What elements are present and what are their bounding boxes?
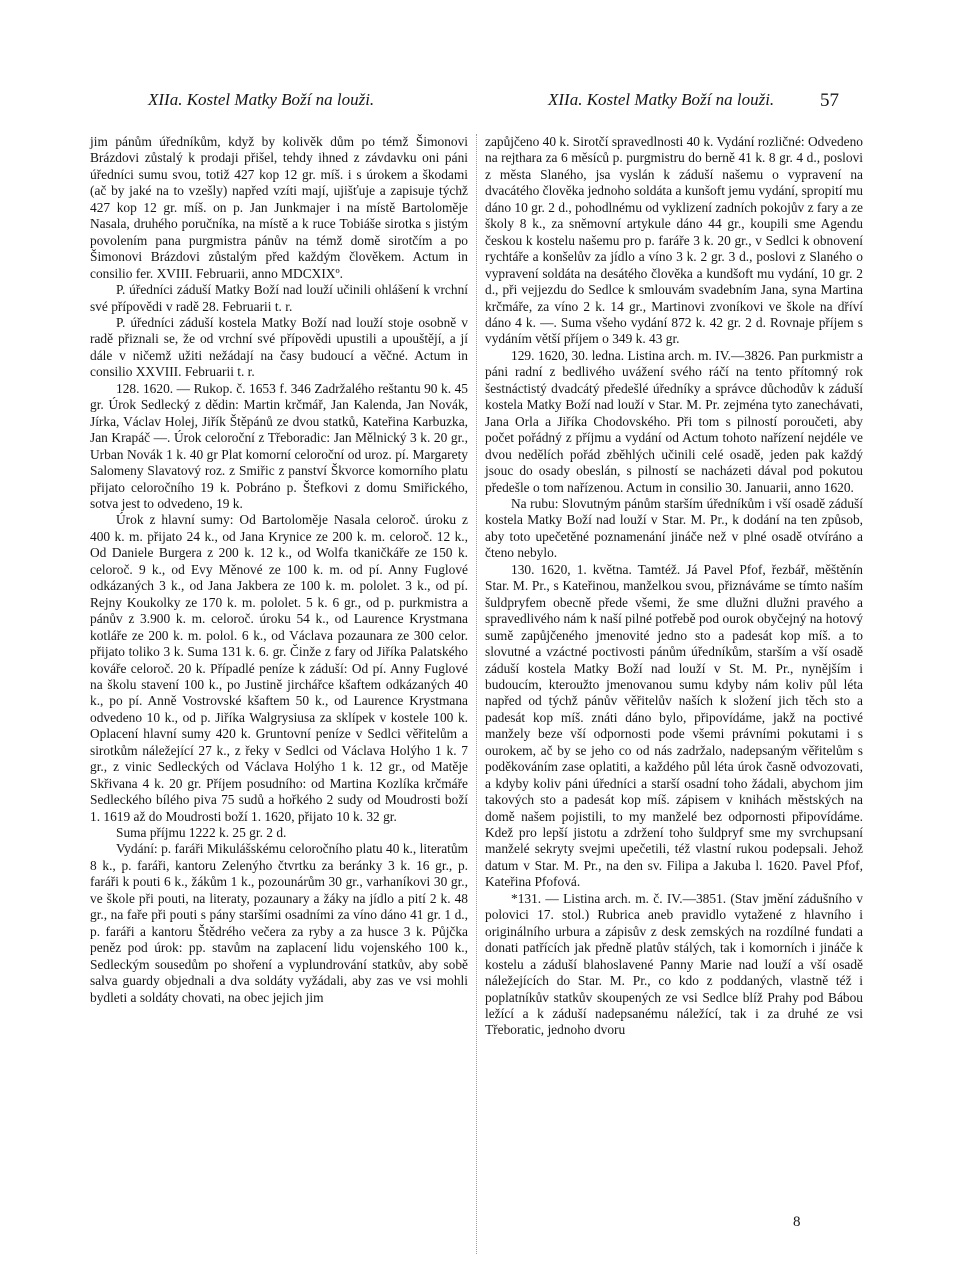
- paragraph: 129. 1620, 30. ledna. Listina arch. m. IV.—3826. Pan purkmistr a páni radní z bedlivého uvážení svého ráčí na tento přítomný rok šestnáctistý dvadcátý předešlé úředníky a správce důchodův k záduší kostela Matky Boží nad louží v Star. M. Pr. zejména tyto zanechávati, Jana Orla a Jiříka Chodovského. Při tom s pilností poroučeti, aby počet pořádný z příjmu a vydání od Actum tohoto nařízení nejdéle ve dvou nedělích pořád zběhlých učinili celé osadě, jeden pak každý jsouc do osady obeslán, s pilností se nacházeti dával pod pokutou předešle o tom nařízenou. Actum in consilio 30. Januarii, anno 1620.: [485, 347, 863, 495]
- running-header: [0, 90, 960, 120]
- left-column: [90, 134, 468, 1006]
- paragraph: 128. 1620. — Rukop. č. 1653 f. 346 Zadržalého reštantu 90 k. 45 gr. Úrok Sedlecký z dědin: Martin krčmář, Jan Kalenda, Jan Novák, Jírka, Václav Holej, Jiřík Štěpánů ze dvou statků, Kateřina Karbuzka, Jan Krapáč —. Úrok celoroční z Třeboradic: Jan Mělnický 3 k. 20 gr., Urban Novák 1 k. 40 gr Plat komorní celoroční od uroz. pí. Margarety Salomeny Slavatový roz. z Smiřic z panství Škvorce komorního platu přijato celoročního 19 k. Pobráno p. Štefkovi z domu Smiřického, sotva jest to odvedeno, 19 k.: [90, 380, 468, 511]
- page-number: 57: [820, 90, 839, 111]
- paragraph: *131. — Listina arch. m. č. IV.—3851. (Stav jmění zádušního v polovici 17. stol.) Rubrica aneb pravidlo vytažené z hlavního i originálního urbura a zápisův z desk zemských na rozdílné fundati a donati patřících jak předně platův stálých, tak i komorních i jináče k kostelu a záduší blahoslavené Panny Marie nad louží a vší osadě náležejících do Star. M. Pr., co kdo z poddaných, vlastně též i poplatníkův statkův skoupených ze vsi Sedlce blíž Prahy pod Bábou ležící a k záduší nadepsanému náležící, tak i za druhé ze vsi Třeboratic, jednoho dvoru: [485, 890, 863, 1038]
- paragraph: P. úředníci záduší kostela Matky Boží nad louží stoje osobně v radě přiznali se, že od vrchní své přípovědi upustili a upouštějí, a jí dále v ničemž užiti nežádají na časy budoucí a věčné. Actum in consilio XXVIII. Februarii t. r.: [90, 314, 468, 380]
- column-divider: [476, 134, 477, 1254]
- paragraph: 130. 1620, 1. května. Tamtéž. Já Pavel Pfof, řezbář, měštěnín Star. M. Pr., s Kateřinou, manželkou svou, přiznáváme se tímto naším šuldpryfem obecně přede všemi, že sme dlužni dlužni pravého a spravedlivého nám k naší pilné potřebě pod ourok obyčejný na hotový sumě zapůjčeného jmenovité jedno sto a padesát kop míš. a to slovutné a vzáctné poctivosti pánům úředníkům, starším a vší osadě záduší kostela Matky Boží nad louží v St. M. Pr., nynějším i budoucím, kteroužto jmenovanou sumu kdyby nám koliv půl léta napřed od týchž pánův věřitelův naších k složení jich těch sto a padesát kop míš. znáti dáno bylo, připovídáme, jakž na poctivé manžely beze vší odpornosti pode všemi právními pokutami i s ourokem, ač by se jeho co od nás zadržalo, nadepsaným věřitelům s poděkováním zase oplatiti, a každého půl léta úrok časně odvozovati, a kdyby koliv páni úředníci a starší osadní toho žádali, abychom jim takových sto a padesát kop míš. zápisem v knihách městských na domě našem pojistili, to my manželé bez odpornosti připovídáme. Kdež pro lepší jistotu a zdržení toho šuldpryf sme my svrchupsaní manželé sekryty svejmi upečetili, též vlastní rukou podepsali. Jehož datum v Star. M. Pr., na den sv. Filipa a Jakuba l. 1620. Pavel Pfof, Kateřina Pfofová.: [485, 561, 863, 890]
- paragraph: Úrok z hlavní sumy: Od Bartoloměje Nasala celoroč. úroku z 400 k. m. přijato 24 k., od Jana Krynice ze 200 k. m. celoroč. 12 k., Od Daniele Burgera z 200 k. 12 k., od Wolfa tkaničkáře ze 150 k. celoroč. 9 k., od Evy Měnové ze 100 k. m. od pí. Anny Fuglové odkázaných 3 k., od Jana Jakbera ze 100 k. m. pololet. 3 k., od pí. Rejny Koukolky ze 170 k. m. pololet. 5 k. 6 gr., od p. purkmistra a pánův z 3.900 k. m. celoroč. úroku 54 k., od Laurence Krystmana kotláře ze 200 k. m. polol. 6 k., od Václava pozaunara ze 300 celor. přijato toliko 3 k. Suma 131 k. 6. gr. Činže z fary od Jiříka Palatského kováře celoroč. 20 k. Případlé peníze k záduší: Od pí. Anny Fuglové na školu stavení 100 k., po Justině jirchářce kšaftem odkázaných 40 k., po pí. Anně Vostrovské kšaftem 50 k., od Laurence Krystmana odvedeno 10 k., od p. Jiříka Walgrysiusa za sklípek v kostele 100 k. Oplacení hlavní sumy 420 k. Gruntovní peníze v Sedlci věřitelům a sirotkům náležející 27 k., z řeky v Sedlci od Václava Holýho 1 k. 7 gr., z vinic Sedleckých od Václava Holýho 1 k. 12 gr., od Matěje Skřivana 4 k. 20 gr. Příjem posudního: od Martina Kozlíka krčmáře Sedleckého bílého piva 75 sudů a hořkého 2 sudy od Moudrosti boží 1. 1619 až do Moudrosti boží 1. 1620, přijato 10 k. 32 gr.: [90, 512, 468, 824]
- right-column: [485, 134, 863, 1039]
- paragraph: Vydání: p. faráři Mikulášskému celoročního platu 40 k., literatům 8 k., p. faráři, kantoru Zelenýho čtvrtku za beránky 3 k. 16 gr., p. faráři k pouti 6 k., žákům 1 k., pozounárům 30 gr., varhaníkovi 30 gr., ve škole při pouti, na literaty, pozaunary a žáky na jídlo a pití 2 k. 48 gr., na faře při pouti s pány staršími osadními za víno dáno 41 gr. 1 d., p. faráři a kantoru Štědrého večera za ryby a za husce 3 k. Půjčka peněz pod úrok: pp. stavům na zaplacení lidu vojenského 100 k., Sedleckým sousedům po shoření a vyplundrování statkův, aby sobě salva guardy objednali a dva soldáty vyžádali, aby zas ve vsi mohli bydleti a soldáty chovati, na obec jejich jim: [90, 841, 468, 1005]
- paragraph: Suma příjmu 1222 k. 25 gr. 2 d.: [116, 825, 287, 841]
- paragraph: P. úředníci záduší Matky Boží nad louží učinili ohlášení k vrchní své přípovědi v radě 28. Februarii t. r.: [90, 282, 468, 314]
- paragraph: Na rubu: Slovutným pánům starším úředníkům i vší osadě záduší kostela Matky Boží nad louží v Star. M. Pr., k dodání na ten způsob, aby toto upečetěné poznamenání jináče než v plné osadě otvíráno a čteno nebylo.: [485, 495, 863, 561]
- signature-mark: 8: [793, 1214, 801, 1230]
- running-title-right: XIIa. Kostel Matky Boží na louži.: [548, 90, 775, 109]
- running-title-left: XIIa. Kostel Matky Boží na louži.: [148, 90, 375, 109]
- paragraph: jim pánům úředníkům, když by kolivěk dům po témž Šimonovi Brázdovi zůstalý k prodaji přišel, tehdy ihned z závdavku oni páni úředníci sumu svou, totiž 427 kop 12 gr. míš. i s úrokem a škodami (ač by jaké na to vzešly) napřed vzíti mají, ujišťuje a zapisuje týchž 427 kop 12 gr. míš. on p. Jan Junkmajer i na místě Bartoloměje Nasala, druhého poručníka, na místě a k ruce Tobiáše sirotka s jistým povolením pana purgmistra pánův na témž domě sirotčím a po Šimonovi Brázdovi zůstalým před každým člověkem. Actum in consilio fer. XVIII. Februarii, anno MDCXIXº.: [90, 134, 468, 281]
- paragraph: zapůjčeno 40 k. Sirotčí spravedlnosti 40 k. Vydání rozličné: Odvedeno na rejthara za 6 měsíců p. purgmistru do berně 41 k. 8 gr. 4 d., poslovi z města Slaného, jsa vyslán k záduší našemu o vypravení na dvacátého člověka jednoho soldáta a kunšoft jemu vydání, spropití mu dáno 10 gr. 2 d., pohodlnému od vyklizení zadních pokojův z fary a ze školy 8 k., za sněmovní artykule dáno 44 gr., koupili sme Agendu českou k kostelu našemu pro p. faráře 3 k. 20 gr., v Sedlci k obnovení rychtáře a konšelův za jídlo a víno 3 k. 2 gr. 3 d., poslovi z Slaného o vypravení soldáta na desátého člověka a kundšoft mu vydání, 10 gr. 2 d., při vejjezdu do Sedlce k smlouvám svadebním Jana, syna Martina krčmáře, za víno 2 k. 14 gr., Martinovi zvoníkovi ve škole na dříví dáno 4 k. —. Suma všeho vydání 872 k. 42 gr. 2 d. Rovnaje příjem s vydáním větší příjem o 349 k. 43 gr.: [485, 134, 863, 347]
